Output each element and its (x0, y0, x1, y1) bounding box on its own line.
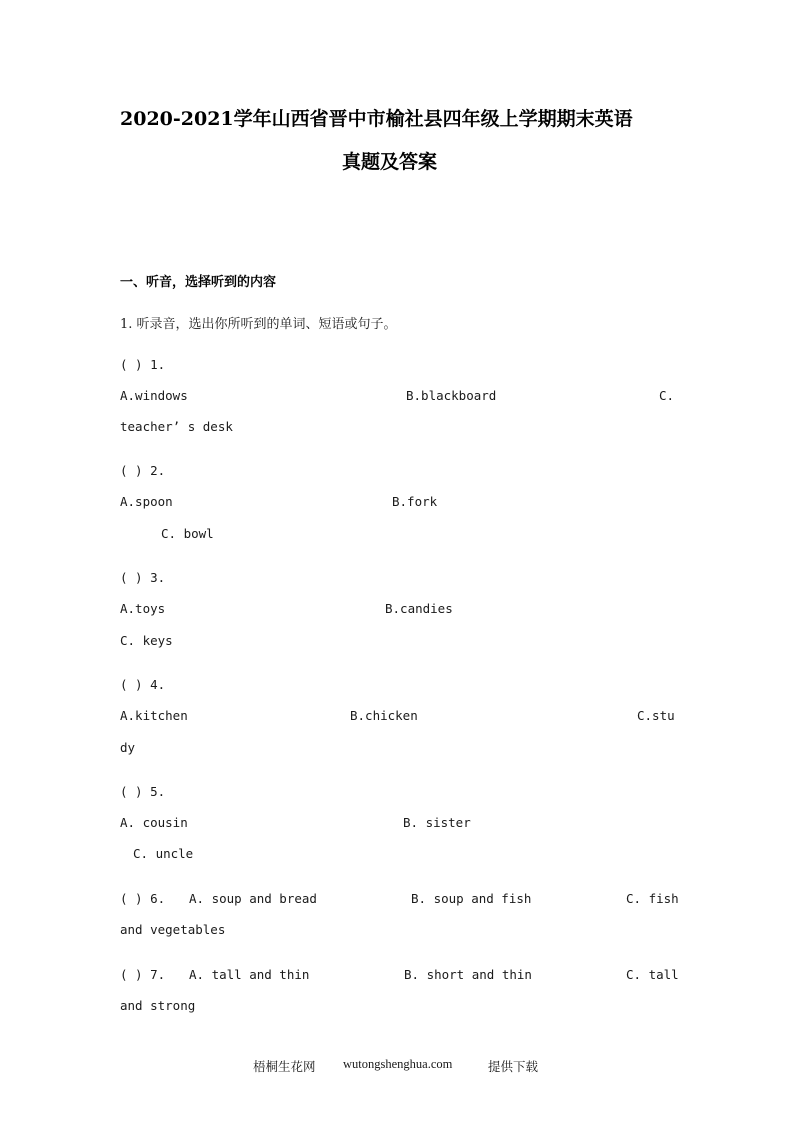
question-stem: ( ) 4. (120, 677, 166, 692)
page-title: 2020-2021学年山西省晋中市榆社县四年级上学期期末英语 (120, 108, 633, 130)
footer-url[interactable]: wutongshenghua.com (343, 1057, 453, 1071)
option-a: A.windows (120, 388, 188, 403)
option-b: B.candies (385, 601, 453, 616)
option-c-continued: dy (120, 740, 136, 755)
option-b: B.fork (392, 494, 438, 509)
option-c: C. fish (626, 891, 679, 906)
footer-note: 提供下载 (488, 1060, 539, 1074)
page-title-line2: 真题及答案 (342, 151, 438, 173)
question-stem: ( ) 6. (120, 891, 166, 906)
question-stem: ( ) 2. (120, 463, 166, 478)
option-c-continued: and vegetables (120, 922, 226, 937)
option-a: A.kitchen (120, 708, 188, 723)
option-c: C.stu (637, 708, 675, 723)
footer-site-name: 梧桐生花网 (253, 1060, 316, 1074)
instruction-text: 1. 听录音，选出你所听到的单词、短语或句子。 (120, 317, 397, 332)
option-c: C. uncle (133, 846, 194, 861)
option-a: A. soup and bread (189, 891, 317, 906)
option-a: A.spoon (120, 494, 173, 509)
option-a: A. tall and thin (189, 967, 310, 982)
option-b: B. short and thin (404, 967, 532, 982)
option-c-continued: teacher’ s desk (120, 419, 233, 434)
option-c: C. keys (120, 633, 173, 648)
question-stem: ( ) 1. (120, 357, 166, 372)
option-c-continued: and strong (120, 998, 196, 1013)
option-b: B.blackboard (406, 388, 497, 403)
option-c: C. bowl (161, 526, 214, 541)
option-b: B. sister (403, 815, 471, 830)
question-stem: ( ) 7. (120, 967, 166, 982)
question-stem: ( ) 5. (120, 784, 166, 799)
option-c: C. tall (626, 967, 679, 982)
option-b: B. soup and fish (411, 891, 532, 906)
option-a: A. cousin (120, 815, 188, 830)
option-c: C. (659, 388, 675, 403)
option-a: A.toys (120, 601, 166, 616)
option-b: B.chicken (350, 708, 418, 723)
question-stem: ( ) 3. (120, 570, 166, 585)
section-heading: 一、听音，选择听到的内容 (120, 275, 277, 290)
